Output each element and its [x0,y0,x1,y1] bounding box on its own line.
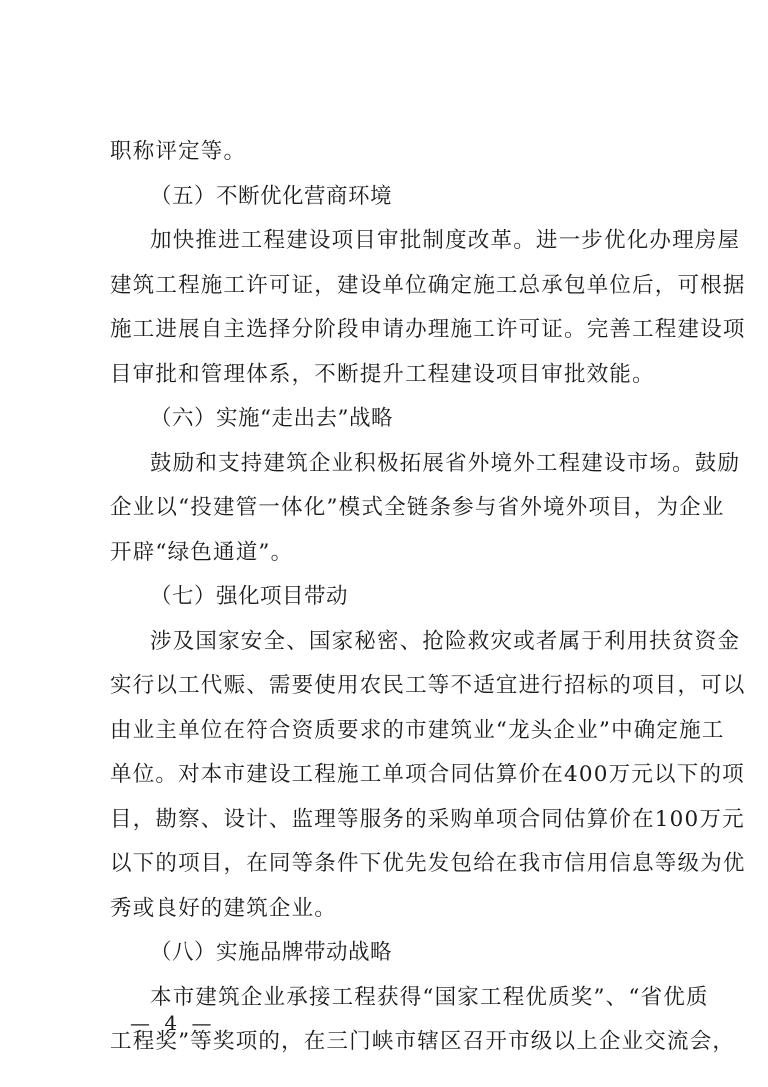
paragraph-line: 开辟“绿色通道”。 [110,540,294,565]
paragraph-line: 施工进展自主选择分阶段申请办理施工许可证。完善工程建设项 [110,317,746,342]
paragraph-line: 单位。对本市建设工程施工单项合同估算价在400万元以下的项 [110,762,745,787]
section-heading: （七）强化项目带动 [150,584,349,609]
paragraph-line: 涉及国家安全、国家秘密、抢险救灾或者属于利用扶贫资金 [150,629,741,654]
section-heading: （八）实施品牌带动战略 [150,940,393,965]
paragraph-line: 实行以工代赈、需要使用农民工等不适宜进行招标的项目，可以 [110,673,746,698]
paragraph-line: 目，勘察、设计、监理等服务的采购单项合同估算价在100万元 [110,807,745,832]
paragraph-line: 加快推进工程建设项目审批制度改革。进一步优化办理房屋 [150,228,741,253]
paragraph-line: 职称评定等。 [110,139,247,164]
paragraph-line: 企业以“投建管一体化”模式全链条参与省外境外项目，为企业 [110,495,725,520]
paragraph-line: 本市建筑企业承接工程获得“国家工程优质奖”、“省优质 [150,985,709,1010]
page-number: — 4 — [130,1011,216,1035]
paragraph-line: 以下的项目，在同等条件下优先发包给在我市信用信息等级为优 [110,851,746,876]
paragraph-line: 工程奖”等奖项的，在三门峡市辖区召开市级以上企业交流会， [110,1029,736,1054]
paragraph-line: 建筑工程施工许可证，建设单位确定施工总承包单位后，可根据 [110,273,746,298]
paragraph-line: 鼓励和支持建筑企业积极拓展省外境外工程建设市场。鼓励 [150,451,741,476]
paragraph-line: 由业主单位在符合资质要求的市建筑业“龙头企业”中确定施工 [110,718,725,743]
section-heading: （六）实施“走出去”战略 [150,406,393,431]
paragraph-line: 目审批和管理体系，不断提升工程建设项目审批效能。 [110,362,655,387]
section-heading: （五）不断优化营商环境 [150,184,393,209]
paragraph-line: 秀或良好的建筑企业。 [110,896,338,921]
